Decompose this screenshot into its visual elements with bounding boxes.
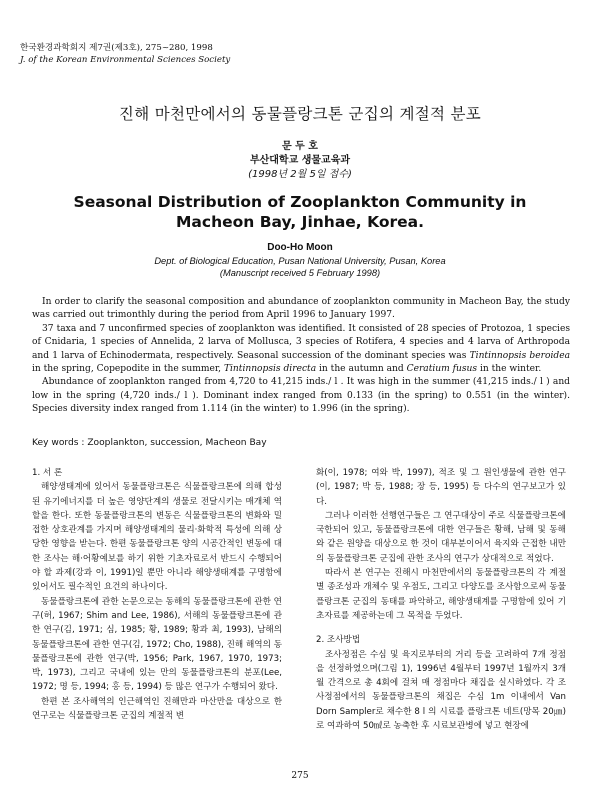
body-paragraph: 화(이, 1978; 여와 박, 1997), 적조 및 그 원인생물에 관한 연구(이, 1987; 박 등, 1988; 장 등, 1995) 등 다수의 연구보고가 있다. [316,468,566,507]
title-english [0,192,600,232]
species-name: Tintinnopsis directa [223,364,317,375]
keywords: Key words : Zooplankton, succession, Macheon Bay [32,438,267,448]
section-heading-methods: 2. 조사방법 [316,635,361,646]
body-paragraph: 한편 본 조사해역의 인근해역인 진해만과 마산만을 대상으로 한 연구로는 식물플랑크톤 군집의 계절적 변 [32,696,282,722]
received-date-english: (Manuscript received 5 February 1998) [219,268,381,278]
section-heading-introduction: 1. 서 론 [32,468,63,478]
body-paragraph: 해양생태계에 있어서 동물플랑크톤은 식물플랑크톤에 의해 합성된 유기에너지를 더 높은 영양단계의 생물로 전달시키는 매개체 역할을 한다. 또한 동물플랑크톤의 변동은 식물플랑크톤의 변화와 밀접한 상호관계를 가지며 해양생태계의 물리·화학적 특성에 의해 상당한 영향을 받는다. 한편 동물플랑크톤 양의 시공간적인 변동에 대한 조사는 해·어황예보를 하기 위한 기초자료로서 반드시 수행되어야 할 과제(강과 이, 1991)일 뿐만 아니라 해양생태계를 구명함에 있어서도 필수적인 요건의 하나이다. [32,482,282,593]
abstract-text: in the winter. [477,364,542,375]
page-number: 275 [291,771,309,781]
body-paragraph: 그러나 이러한 선행연구들은 그 연구대상이 주로 식물플랑크톤에 국한되어 있고, 동물플랑크톤에 대한 연구들은 황해, 남해 및 동해와 같은 원양을 대상으로 한 것이 대부분이어서 육지와 근접한 내만의 동물플랑크톤 군집에 관한 조사의 연구가 상대적으로 적었다. [316,510,566,564]
species-name: Tintinnopsis beroidea [469,350,570,361]
abstract-text: 37 taxa and 7 unconfirmed species of zooplankton was identified. It consisted of 28 species of Protozoa, 1 species of Cnidaria, 1 species of Annelida, 2 larva of Mollusca, 3 species of Rotifera, 4 species and 4 larva of Arthropoda and 1 larva of Echinodermata, respectively. Seasonal succession of the dominant species was [32,323,570,361]
body-column-left [32,466,282,723]
affiliation-korean: 부산대학교 생물교육과 [249,155,351,166]
author-name-korean: 문 두 호 [282,141,318,152]
abstract-paragraph-1: In order to clarify the seasonal composition and abundance of zooplankton community in Macheon Bay, the study was carried out trimonthly during the period from April 1996 to January 1997. [32,297,570,321]
journal-header [20,42,230,66]
received-date-korean: (1998년 2월 5일 접수) [248,169,352,180]
title-english-line1: Seasonal Distribution of Zooplankton Community in [73,193,527,211]
title-english-line2: Macheon Bay, Jinhae, Korea. [176,213,424,231]
journal-citation: 한국환경과학회지 제7권(제3호), 275~280, 1998 [20,43,213,53]
abstract [32,296,570,417]
abstract-text: in the autumn and [316,364,407,375]
author-block-korean [0,140,600,182]
abstract-paragraph-3: Abundance of zooplankton ranged from 4,720 to 41,215 inds./ l . It was high in the summer (41,215 inds./ l ) and low in the spring (4,720 inds./ l ). Dominant index ranged from 0.133 (in the spring) to 0.551 (in the winter). Species diversity index ranged from 1.114 (in the winter) to 1.996 (in the spring). [32,377,570,415]
abstract-paragraph-2 [32,323,570,377]
journal-name-en: J. of the Korean Environmental Sciences Society [20,55,231,65]
author-name-english: Doo-Ho Moon [267,242,333,253]
affiliation-english: Dept. of Biological Education, Pusan National University, Pusan, Korea [154,255,446,266]
body-paragraph: 따라서 본 연구는 진해시 마천만에서의 동물플랑크톤의 각 계절별 종조성과 개체수 및 우점도, 그리고 다양도를 조사함으로써 동물플랑크톤 군집의 동태를 파악하고, 해양생태계를 구명함에 있어 기초자료를 제공하는데 그 목적을 두었다. [316,568,566,621]
title-korean: 진해 마천만에서의 동물플랑크톤 군집의 계절적 분포 [118,105,482,123]
abstract-text: in the spring, Copepodite in the summer, [32,364,224,375]
body-paragraph: 동물플랑크톤에 관한 논문으로는 동해의 동물플랑크톤에 관한 연구(허, 1967; Shim and Lee, 1986), 서해의 동물플랑크톤에 관한 연구(김, 1971; 심, 1985; 황, 1989; 황과 최, 1993), 남해의 동물플랑크톤에 관한 연구(김, 1972; Cho, 1988), 진해 해역의 동물플랑크톤에 관한 연구(박, 1956; Park, 1967, 1970, 1973; 박, 1973), 그리고 국내에 있는 만의 동물플랑크톤의 분포(Lee, 1972; 명 등, 1994; 홍 등, 1994) 등 많은 연구가 수행되어 왔다. [32,596,282,693]
species-name: Ceratium fusus [406,364,478,375]
body-column-right [316,466,566,733]
author-block-english [0,242,600,280]
body-paragraph: 조사정점은 수심 및 육지로부터의 거리 등을 고려하여 7개 정점을 선정하였으며(그림 1), 1996년 4월부터 1997년 1월까지 3개월 간격으로 총 4회에 걸쳐 매 정점마다 채집을 실시하였다. 각 조사정점에서의 동물플랑크톤의 채집은 수심 1m 이내에서 Van Dorn Sampler로 채수한 8 l 의 시료를 플랑크톤 네트(망목 20㎛)로 여과하여 50㎖로 농축한 후 시료보관병에 넣고 현장에 [316,649,566,732]
